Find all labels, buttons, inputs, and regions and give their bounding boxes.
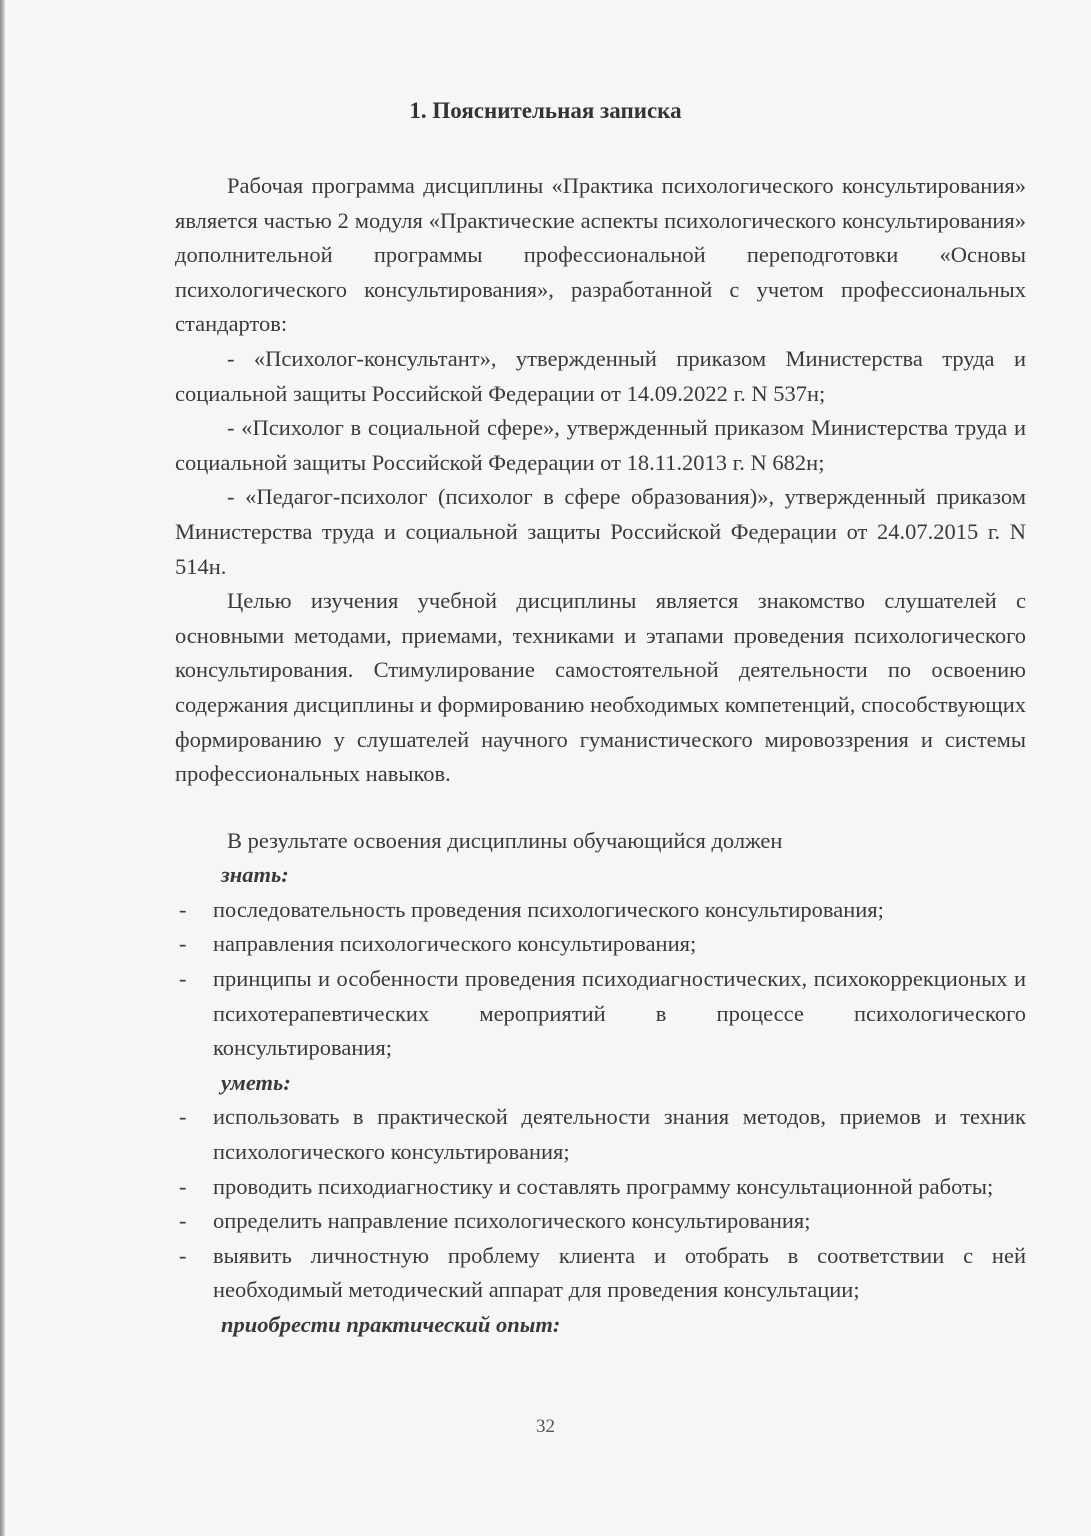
list-item xyxy=(175,962,1026,1066)
can-list xyxy=(175,1100,1026,1308)
standard-item: - «Психолог-консультант», утвержденный приказом Министерства труда и социальной защиты Российской Федерации от 14.09.2022 г. N 537н; xyxy=(175,345,1026,406)
list-item-text: использовать в практической деятельности знания методов, приемов и техник психологического консультирования; xyxy=(213,1104,1026,1165)
know-heading: знать: xyxy=(221,862,289,888)
bullet-dash: - xyxy=(179,966,187,992)
bullet-dash: - xyxy=(179,1104,187,1130)
list-item-text: выявить личностную проблему клиента и отобрать в соответствии с ней необходимый методический аппарат для проведения консультации; xyxy=(213,1242,1026,1303)
bullet-dash: - xyxy=(179,1242,187,1268)
standard-item: - «Педагог-психолог (психолог в сфере образования)», утвержденный приказом Министерства труда и социальной защиты Российской Федерации от 24.07.2015 г. N 514н. xyxy=(175,484,1026,579)
bullet-dash: - xyxy=(179,1173,187,1199)
know-list xyxy=(175,893,1026,1066)
can-heading: уметь: xyxy=(221,1069,291,1095)
list-item xyxy=(175,1204,1026,1239)
standard-item: - «Психолог в социальной сфере», утвержденный приказом Министерства труда и социальной защиты Российской Федерации от 18.11.2013 г. N 682н; xyxy=(175,415,1026,475)
document-body xyxy=(175,169,1026,1343)
list-item-text: направления психологического консультирования; xyxy=(213,931,697,957)
page-number: 32 xyxy=(536,1416,555,1437)
paragraph-gap xyxy=(175,792,1026,824)
experience-heading: приобрести практический опыт: xyxy=(221,1312,561,1337)
list-item xyxy=(175,927,1026,962)
list-item-text: проводить психодиагностику и составлять программу консультационной работы; xyxy=(213,1173,994,1199)
list-item-text: последовательность проведения психологического консультирования; xyxy=(213,896,884,922)
bullet-dash: - xyxy=(179,1208,187,1234)
intro-paragraph: Рабочая программа дисциплины «Практика психологического консультирования» является частью 2 модуля «Практические аспекты психологического консультирования» дополнительной программы профессиональной переподготовки «Основы психологического консультирования», разработанной с учетом профессиональных стандартов: xyxy=(175,173,1026,337)
list-item xyxy=(175,1170,1026,1205)
list-item-text: принципы и особенности проведения психодиагностических, психокоррекционых и психотерапевтических мероприятий в процессе психологического консультирования; xyxy=(213,966,1026,1061)
goal-paragraph: Целью изучения учебной дисциплины является знакомство слушателей с основными методами, приемами, техниками и этапами проведения психологического консультирования. Стимулирование самостоятельной деятельности по освоению содержания дисциплины и формированию необходимых компетенций, способствующих формированию у слушателей научного гуманистического мировоззрения и системы профессиональных навыков. xyxy=(175,588,1026,787)
bullet-dash: - xyxy=(179,896,187,922)
section-title: 1. Пояснительная записка xyxy=(409,98,682,123)
list-item-text: определить направление психологического консультирования; xyxy=(213,1208,811,1234)
list-item xyxy=(175,1100,1026,1169)
result-lead: В результате освоения дисциплины обучающийся должен xyxy=(227,827,783,853)
page-edge-shadow xyxy=(0,0,5,1536)
list-item xyxy=(175,1239,1026,1308)
list-item xyxy=(175,893,1026,928)
bullet-dash: - xyxy=(179,931,187,957)
